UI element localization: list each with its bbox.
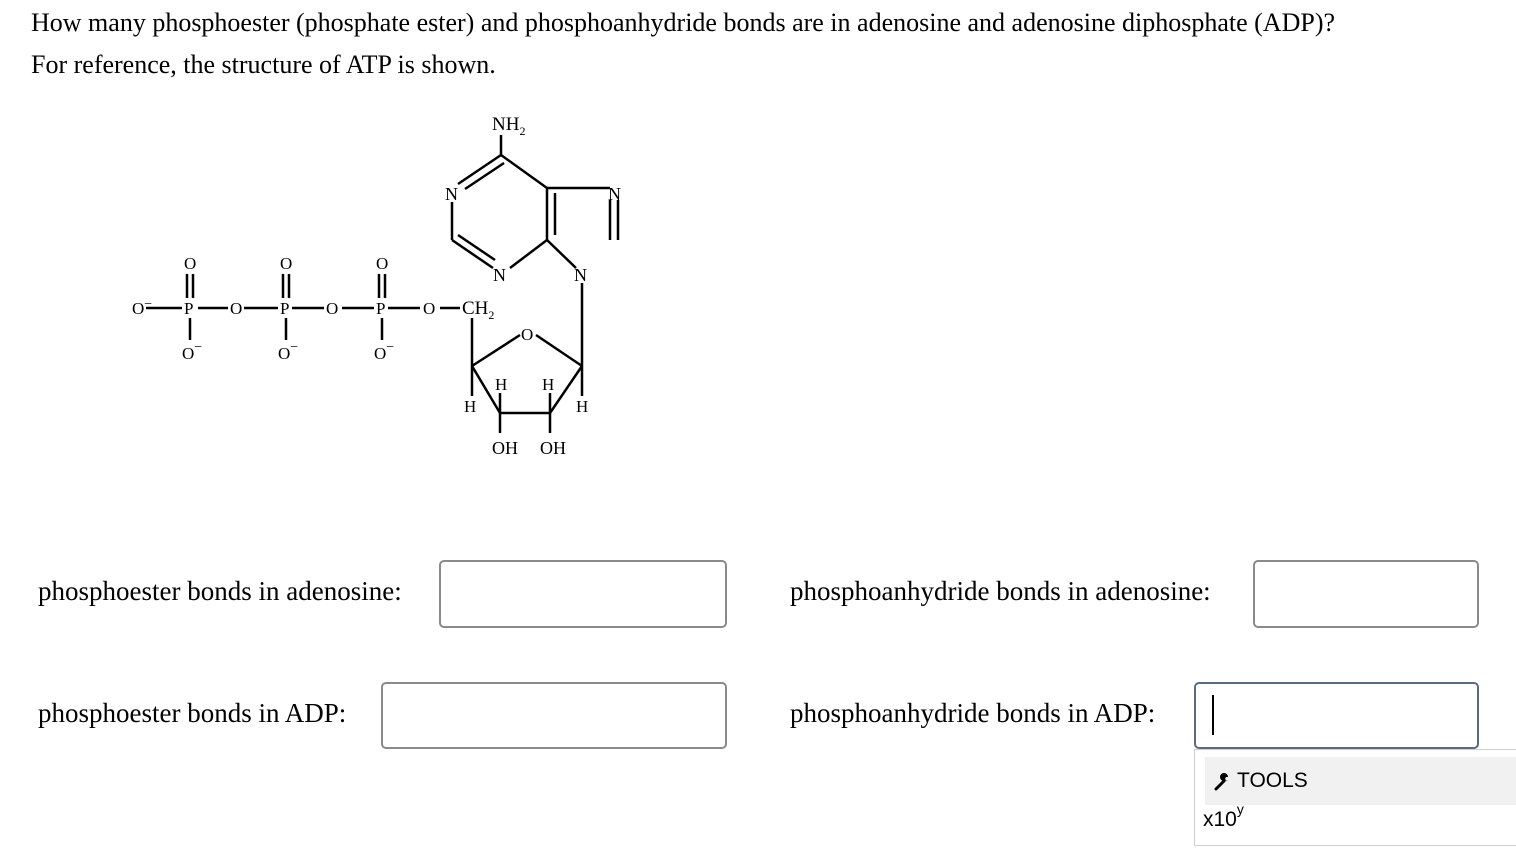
tools-toggle[interactable] [1205,757,1516,805]
ch2-label: $CH_2$ [462,298,495,322]
o-double-1: O [184,254,197,273]
o-minus-3: O− [374,340,395,363]
sci-base-text: x10 [1203,808,1237,831]
o-terminal: O− [132,297,153,318]
n1-label: N [445,184,458,204]
o-bridge-2: O [326,299,339,318]
sci-exp-text: y [1236,801,1244,817]
o-bridge-1: O [230,299,243,318]
atom-labels [132,114,621,458]
oh-3: OH [540,438,566,458]
question-text [31,2,1501,86]
o-double-3: O [376,254,389,273]
n3-label: N [493,265,506,285]
wrench-icon [1209,768,1237,794]
phosphoester-adp-label: phosphoester bonds in ADP: [38,698,347,728]
phosphoanhydride-adenosine-input[interactable] [1253,560,1479,628]
phosphoester-adp-input[interactable] [381,682,727,749]
text-caret [1212,695,1214,735]
scientific-notation-button[interactable] [1203,801,1244,832]
tools-label: TOOLS [1237,769,1308,792]
atp-structure-diagram [110,100,630,480]
question-line-1: How many phosphoester (phosphate ester) and phosphoanhydride bonds are in adenosine and adenosine diphosphate (ADP)? [31,8,1336,37]
tools-panel [1194,749,1516,846]
h-c2: H [495,375,508,394]
question-line-2: For reference, the structure of ATP is shown. [31,50,496,79]
o-minus-1: O− [182,340,203,363]
n9-label: N [574,265,587,285]
phosphoanhydride-adenosine-label: phosphoanhydride bonds in adenosine: [790,576,1211,606]
o-double-2: O [280,254,293,273]
p-gamma: P [184,299,194,318]
n7-label: N [608,184,621,204]
p-alpha: P [376,299,386,318]
nh2-label: $NH_2$ [492,114,526,138]
o-ester: O [423,299,436,318]
phosphoester-adenosine-input[interactable] [439,560,727,628]
p-beta: P [280,299,290,318]
ring-oxygen: O [521,325,534,344]
phosphoanhydride-adp-input[interactable] [1194,682,1479,749]
atp-structure-svg [110,100,630,480]
phosphoester-adenosine-label: phosphoester bonds in adenosine: [38,576,402,606]
h-c1: H [576,397,589,416]
o-minus-2: O− [278,340,299,363]
oh-2: OH [492,438,518,458]
h-c4: H [464,397,477,416]
h-c3: H [542,375,555,394]
phosphoanhydride-adp-label: phosphoanhydride bonds in ADP: [790,698,1156,728]
